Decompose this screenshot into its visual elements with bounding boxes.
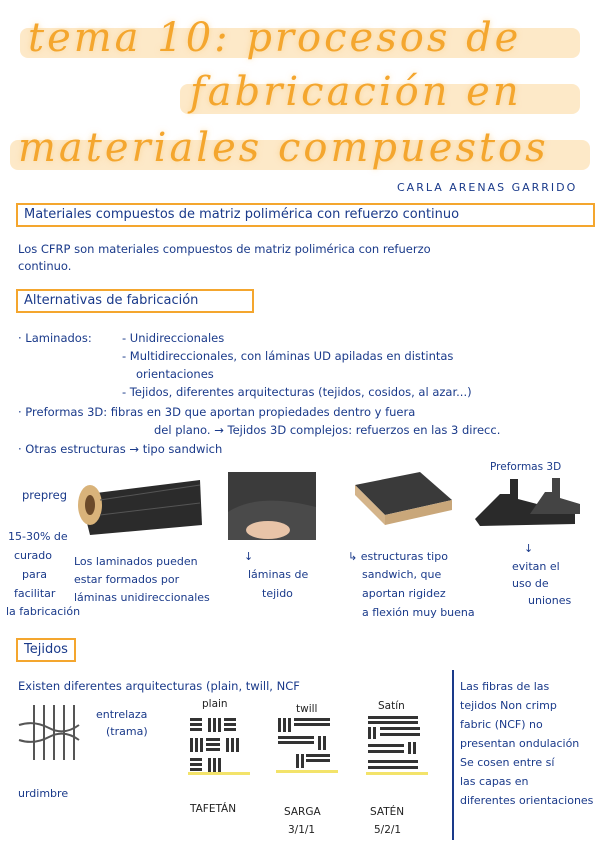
curado-line5: la fabricación: [6, 605, 81, 618]
laminados-item-4: - Tejidos, diferentes arquitecturas (tejidos, cosidos, al azar...): [122, 385, 472, 399]
otras-estructuras: · Otras estructuras → tipo sandwich: [18, 442, 223, 456]
section-heading-tejidos: Tejidos: [16, 638, 76, 662]
section1-text-line1: Los CFRP son materiales compuestos de matriz polimérica con refuerzo: [18, 242, 431, 256]
side-note-line7: diferentes orientaciones: [460, 794, 594, 807]
section1-text-line2: continuo.: [18, 259, 72, 273]
weave-satin-pattern: [366, 714, 428, 782]
weave-twill-top: twill: [296, 703, 318, 715]
section-heading-alternativas: Alternativas de fabricación: [16, 289, 254, 313]
side-note-line5: Se cosen entre sí: [460, 756, 555, 769]
sandwich-caption-4: a flexión muy buena: [362, 606, 475, 619]
side-note-line1: Las fibras de las: [460, 680, 550, 693]
trama-label: (trama): [106, 725, 148, 738]
curado-line3: para: [22, 568, 47, 581]
weave-sketch-image: [14, 700, 86, 770]
laminados-item-3: orientaciones: [136, 367, 214, 381]
weave-twill-ratio: 3/1/1: [288, 824, 316, 836]
laminas-tejido-image: [228, 472, 316, 540]
page-title-line3: materiales compuestos: [18, 125, 549, 171]
section-heading-cfrp: Materiales compuestos de matriz polimérica con refuerzo continuo: [16, 203, 595, 227]
sandwich-panel-image: [350, 470, 455, 532]
laminas-caption-2: tejido: [262, 587, 293, 600]
laminados-caption-3: láminas unidireccionales: [74, 591, 210, 604]
laminas-caption-arrow: ↓: [244, 550, 254, 563]
author-name: CARLA ARENAS GARRIDO: [397, 181, 578, 194]
sandwich-caption-2: sandwich, que: [362, 568, 442, 581]
prepreg-roll-image: [70, 475, 210, 540]
laminados-item-1: - Unidireccionales: [122, 331, 225, 345]
sandwich-caption-3: aportan rigidez: [362, 587, 446, 600]
laminados-caption-1: Los laminados pueden: [74, 555, 198, 568]
curado-line4: facilitar: [14, 587, 56, 600]
weave-satin-ratio: 5/2/1: [374, 824, 402, 836]
entrelaza-label: entrelaza: [96, 708, 148, 721]
prepreg-label: prepreg: [22, 488, 68, 502]
side-note-line4: presentan ondulación: [460, 737, 580, 750]
weave-satin-name: SATÉN: [370, 806, 405, 818]
curado-line2: curado: [14, 549, 52, 562]
sandwich-caption-1: ↳ estructuras tipo: [348, 550, 448, 563]
side-note-line6: las capas en: [460, 775, 529, 788]
preformas-line2: del plano. → Tejidos 3D complejos: refuerzos en las 3 direcc.: [154, 423, 501, 437]
urdimbre-label: urdimbre: [18, 787, 69, 800]
side-note-divider: [452, 670, 454, 840]
side-note-line2: tejidos Non crimp: [460, 699, 557, 712]
side-note-line3: fabric (NCF) no: [460, 718, 543, 731]
weave-plain-top: plain: [202, 698, 228, 710]
weave-twill-pattern: [276, 716, 338, 782]
tejidos-text: Existen diferentes arquitecturas (plain, twill, NCF: [18, 679, 300, 693]
laminas-caption-1: láminas de: [248, 568, 309, 581]
weave-satin-top: Satín: [378, 700, 405, 712]
laminados-label: · Laminados:: [18, 331, 92, 345]
preformas-3d-image: [470, 474, 582, 530]
page-title-line1: tema 10: procesos de: [28, 15, 522, 61]
weave-twill-name: SARGA: [284, 806, 321, 818]
preformas-caption-1: evitan el: [512, 560, 560, 573]
curado-line1: 15-30% de: [8, 530, 68, 543]
preformas-line1: · Preformas 3D: fibras en 3D que aportan propiedades dentro y fuera: [18, 405, 416, 419]
preformas-3d-label: Preformas 3D: [490, 461, 562, 473]
weave-plain-pattern: [188, 716, 250, 782]
laminados-item-2: - Multidireccionales, con láminas UD apiladas en distintas: [122, 349, 454, 363]
page-title-line2: fabricación en: [190, 69, 522, 115]
weave-plain-name: TAFETÁN: [190, 803, 237, 815]
preformas-caption-2: uso de: [512, 577, 549, 590]
preformas-caption-3: uniones: [528, 594, 572, 607]
preformas-caption-arrow: ↓: [524, 542, 534, 555]
laminados-caption-2: estar formados por: [74, 573, 180, 586]
